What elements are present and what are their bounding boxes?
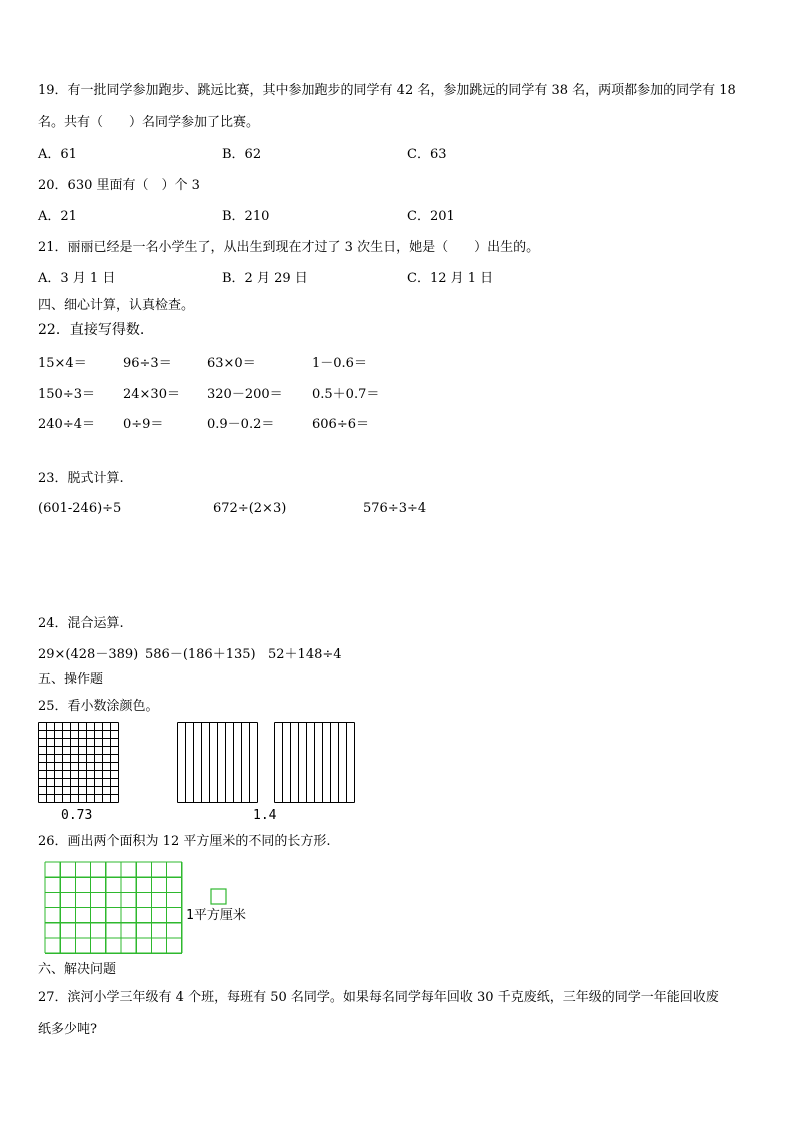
- q21-option-b: B．2 月 29 日: [222, 271, 308, 286]
- q23-title: 23．脱式计算.: [38, 471, 124, 486]
- q20-option-b: B．210: [222, 209, 270, 224]
- q24-item-3: 52＋148÷4: [268, 647, 342, 662]
- q24-title: 24．混合运算.: [38, 616, 124, 631]
- q22-expr-r1c1: 15×4＝: [38, 356, 87, 371]
- q27-stem-line2: 纸多少吨?: [38, 1022, 97, 1037]
- q21-option-c: C．12 月 1 日: [407, 271, 494, 286]
- q24-item-1: 29×(428－389): [38, 647, 139, 662]
- q22-expr-r3c3: 0.9－0.2＝: [207, 417, 275, 432]
- q26-title: 26．画出两个面积为 12 平方厘米的不同的长方形.: [38, 834, 331, 849]
- q24-item-2: 586－(186＋135): [145, 647, 256, 662]
- q25-title: 25．看小数涂颜色。: [38, 699, 159, 714]
- q25-tenths-grid-1: [177, 722, 259, 804]
- q25-label-14: 1.4: [253, 808, 277, 823]
- q22-expr-r1c3: 63×0＝: [207, 356, 256, 371]
- unit-square-icon: [210, 888, 228, 906]
- q23-item-2: 672÷(2×3): [213, 501, 287, 516]
- q23-item-3: 576÷3÷4: [363, 501, 427, 516]
- q27-stem-line1: 27．滨河小学三年级有 4 个班，每班有 50 名同学。如果每名同学每年回收 30 千克废纸，三年级的同学一年能回收废: [38, 990, 719, 1005]
- section-6-heading: 六、解决问题: [38, 962, 117, 977]
- q22-expr-r3c1: 240÷4＝: [38, 417, 95, 432]
- q25-tenths-grid-2: [274, 722, 356, 804]
- section-5-heading: 五、操作题: [38, 672, 104, 687]
- q22-expr-r1c2: 96÷3＝: [123, 356, 172, 371]
- q22-expr-r2c2: 24×30＝: [123, 387, 180, 402]
- q19-stem-line1: 19．有一批同学参加跑步、跳远比赛，其中参加跑步的同学有 42 名，参加跳远的同学有 38 名，两项都参加的同学有 18: [38, 83, 736, 98]
- q25-hundredths-grid: [38, 722, 120, 804]
- q22-expr-r3c2: 0÷9＝: [123, 417, 164, 432]
- q26-square-grid: [44, 861, 184, 955]
- q23-item-1: (601-246)÷5: [38, 501, 122, 516]
- q21-option-a: A．3 月 1 日: [38, 271, 116, 286]
- q19-option-a: A．61: [38, 147, 77, 162]
- q19-option-c: C．63: [407, 147, 447, 162]
- q21-stem: 21．丽丽已经是一名小学生了，从出生到现在才过了 3 次生日，她是（ ）出生的。: [38, 240, 540, 255]
- q22-expr-r1c4: 1－0.6＝: [312, 356, 367, 371]
- q19-option-b: B．62: [222, 147, 262, 162]
- q22-expr-r2c4: 0.5＋0.7＝: [312, 387, 380, 402]
- q20-option-a: A．21: [38, 209, 77, 224]
- section-4-heading: 四、细心计算，认真检查。: [38, 298, 195, 313]
- q22-title: 22．直接写得数.: [38, 322, 145, 338]
- q22-expr-r2c1: 150÷3＝: [38, 387, 95, 402]
- q22-expr-r3c4: 606÷6＝: [312, 417, 369, 432]
- q25-label-073: 0.73: [61, 808, 93, 823]
- q20-option-c: C．201: [407, 209, 455, 224]
- q22-expr-r2c3: 320－200＝: [207, 387, 283, 402]
- q20-stem: 20．630 里面有（ ）个 3: [38, 178, 200, 193]
- q19-stem-line2: 名。共有（ ）名同学参加了比赛。: [38, 115, 260, 130]
- q26-unit-label: 1平方厘米: [186, 908, 246, 923]
